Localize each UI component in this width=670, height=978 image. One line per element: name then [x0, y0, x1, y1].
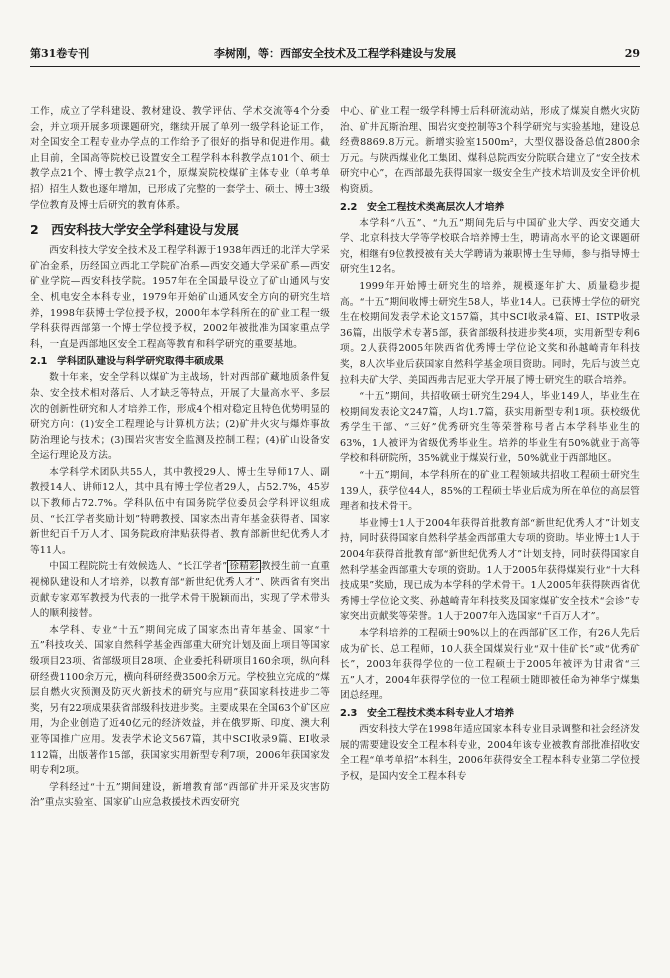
subsection-heading: 2.1 学科团队建设与科学研究取得丰硕成果	[30, 356, 224, 368]
paragraph: 数十年来，安全学科以煤矿为主战场，针对西部矿藏地质条件复杂、安全技术相对落后、人才缺乏等特点，开展了大量高水平、多层次的创新性研究和人才培养工作，形成4个相对稳定且特色优势明显的研究方向：(1)安全工程理论与计算机方法；(2)矿井火灾与爆炸事故防治理论与技术；(3)围岩灾害安全监测及控制工程；(4)矿山设备安全运行理论及方法。	[30, 372, 330, 462]
paragraph: 本学科“八五”、“九五”期间先后与中国矿业大学、西安交通大学、北京科技大学等学校联合培养博士生，聘请高水平的论文课题研究，相继有9位教授被有关大学聘请为兼职博士生导师，参与指导博士研究生12名。	[340, 217, 640, 276]
paragraph: 本学科培养的工程硕士90%以上的在西部矿区工作，有26人先后成为矿长、总工程师，10人获全国煤炭行业“双十佳矿长”或“优秀矿长”，2003年获得学位的一位工程硕士于2005年被评为甘肃省“三五”人才，2004年获得学位的一位工程硕士随即被任命为神华宁煤集团总经理。	[340, 628, 640, 702]
paragraph: 学科经过“十五”期间建设，新增教育部“西部矿井开采及灾害防治”重点实验室、国家矿山应急救援技术西安研究	[30, 781, 330, 809]
text-run: 中国工程院院士有效候选人、“长江学者”	[49, 561, 228, 573]
paragraph	[30, 559, 330, 621]
page-number: 29	[624, 46, 640, 60]
running-title: 李树刚，等：西部安全技术及工程学科建设与发展	[214, 47, 456, 60]
paragraph: 中心、矿业工程一级学科博士后科研流动站，形成了煤炭自燃火灾防治、矿井瓦斯治理、围岩灾变控制等3个科学研究与实验基地，建设总经费8869.8万元。新增实验室1500m²，大型仪器设备总值2800余万元。与陕西煤业化工集团、煤科总院西安分院联合建立了“安全技术研究中心”，在西部最先获得国家一级安全生产技术培训及安全评价机构资质。	[340, 106, 640, 195]
header-rule	[30, 66, 640, 67]
running-header	[30, 42, 640, 64]
paragraph: 西安科技大学安全技术及工程学科源于1938年西迁的北洋大学采矿冶金系，历经国立西北工学院矿冶系—西安交通大学采矿系—西安矿业学院—西安科技学院。1957年在全国最早设立了矿山通风与安全、机电安全本科专业，1979年开始矿山通风安全方向的研究生培养，1998年获博士学位授予权，2000年本学科所在的矿业工程一级学科获得西部第一个博士学位授予权，2002年被批准为国家重点学科，一直是西部地区安全工程高等教育和科学研究的重要基地。	[30, 245, 330, 350]
volume-label: 第31卷专刊	[30, 47, 90, 60]
paragraph: 工作，成立了学科建设、教材建设、教学评估、学术交流等4个分委会，并立项开展多项课题研究，继续开展了单列一级学科论证工作，对全国安全工程专业办学点的工作给予了很好的指导和促进作用。截止目前，全国高等院校已设置安全工程学科本科教学点101个、硕士教学点21个、博士教学点21个，原煤炭院校煤矿主体专业（单考单招）招生人数也逐年增加，已形成了完整的一套学士、硕士、博士3级学位教育及博士后研究的教育体系。	[30, 106, 330, 211]
text-run: 教授生前一直重视梯队建设和人才培养，以教育部“新世纪优秀人才”、陕西省有突出贡献专家邓军教授为代表的一批学术骨干脱颖而出，实现了学术带头人的顺利接替。	[30, 561, 330, 620]
boxed-name: 徐精彩	[229, 561, 259, 573]
right-column	[340, 104, 640, 785]
paragraph: 1999年开始博士研究生的培养，规模逐年扩大、质量稳步提高。“十五”期间收博士研究生58人，毕业14人。已获博士学位的研究生在校期间发表学术论文157篇，其中SCI收录4篇、EI、ISTP收录36篇，出版学术专著5部，获省部级科技进步奖4项，实用新型专利6项。2人获得2005年陕西省优秀博士学位论文奖和孙越崎青年科技奖，8人次毕业后获国家自然科学基金项目资助。同时，先后与波兰克拉科夫矿大学、美国西弗吉尼亚大学开展了博士研究生的联合培养。	[340, 280, 640, 386]
paragraph: 毕业博士1人于2004年获得首批教育部“新世纪优秀人才”计划支持，同时获得国家自然科学基金西部重大专项的资助。毕业博士1人于2004年获得首批教育部“新世纪优秀人才”计划支持，同时获得国家自然科学基金西部重大专项的资助。1人于2005年获得煤炭行业“十大科技成果”奖励，现已成为本学科的学术骨干。1人2005年获得陕西省优秀博士学位论文奖、孙越崎青年科技奖及国家煤矿安全技术“会诊”专家突出贡献奖等荣誉。1人于2007年入选国家“千百万人才”。	[340, 517, 640, 623]
left-column	[30, 104, 330, 812]
paragraph: “十五”期间，本学科所在的矿业工程领域共招收工程硕士研究生139人，获学位44人，85%的工程硕士毕业后成为所在单位的高层管理者和技术骨干。	[340, 470, 640, 513]
subsection-heading: 2.3 安全工程技术类本科专业人才培养	[340, 707, 515, 719]
paragraph: 本学科学术团队共55人，其中教授29人、博士生导师17人、副教授14人、讲师12人，其中具有博士学位者29人，占52.7%，45岁以下教师占72.7%。学科队伍中有国务院学位委员会学科评议组成员、“长江学者奖励计划”特聘教授、国家杰出青年基金获得者、国家新世纪百千万人才、国务院政府津贴获得者、教育部新世纪优秀人才等11人。	[30, 466, 330, 556]
paragraph: “十五”期间，共招收硕士研究生294人，毕业149人，毕业生在校期间发表论文247篇，人均1.7篇，获实用新型专利1项。获校级优秀学生干部、“三好”优秀研究生等荣誉称号者占本学科毕业生的63%，1人被评为省级优秀毕业生。培养的毕业生有50%就业于高等学校和科研院所，35%就业于煤炭行业，50%就业于西部地区。	[340, 391, 640, 465]
paragraph: 本学科、专业“十五”期间完成了国家杰出青年基金、国家“十五”科技攻关、国家自然科学基金西部重大研究计划及面上项目等国家级项目23项、省部级项目28项、企业委托科研项目160余项，纵向科研经费1100余万元，横向科研经费3500余万元。学校独立完成的“煤层自燃火灾预测及防灭火新技术的研究与应用”获国家科技进步二等奖，另有22项成果获省部级科技进步奖。主要成果在全国63个矿区应用，为企业创造了近40亿元的经济效益，并在俄罗斯、印度、澳大利亚等国推广应用。发表学术论文567篇，其中SCI收录9篇、EI收录112篇，出版著作15部，获国家实用新型专利7项，2006年获国家发明专利2项。	[30, 624, 330, 777]
subsection-heading: 2.2 安全工程技术类高层次人才培养	[340, 201, 505, 213]
paragraph: 西安科技大学在1998年适应国家本科专业目录调整和社会经济发展的需要建设安全工程本科专业，2004年该专业被教育部批准招收安全工程“单考单招”本科生，2006年获得安全工程本科专业第二学位授予权，是国内安全工程本科专	[340, 723, 640, 782]
section-heading: 2 西安科技大学安全学科建设与发展	[30, 222, 239, 238]
